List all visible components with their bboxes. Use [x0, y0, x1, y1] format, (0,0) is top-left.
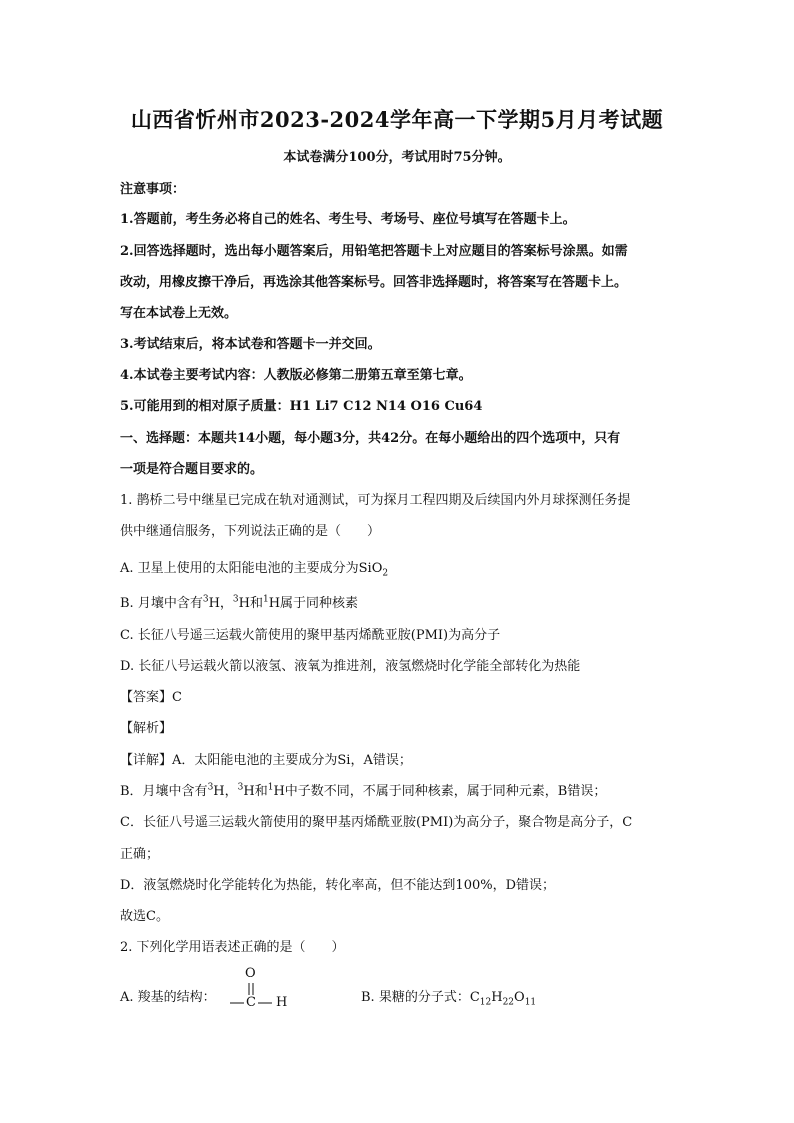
detail-b-text: H和: [243, 784, 268, 799]
structure-carbon: C: [246, 995, 256, 1010]
exam-info: 本试卷满分100分，考试用时75分钟。: [283, 150, 511, 165]
carboxyl-structure-formula: [228, 966, 298, 1012]
subscript: 11: [524, 997, 537, 1008]
mass-number: 3: [232, 594, 239, 605]
mass-number: 3: [237, 782, 244, 793]
option-a-text: A. 卫星上使用的太阳能电池的主要成分为SiO: [120, 561, 383, 576]
mass-number: 3: [202, 594, 209, 605]
detail-a: 【详解】A．太阳能电池的主要成分为Si，A错误；: [120, 753, 412, 768]
note-item-2-line-1: 2.回答选择题时，选出每小题答案后，用铅笔把答题卡上对应题目的答案标号涂黑。如需: [120, 244, 628, 259]
page-title: 山西省忻州市2023-2024学年高一下学期5月月考试题: [130, 107, 664, 132]
question-1-option-d: D. 长征八号运载火箭以液氢、液氧为推进剂，液氢燃烧时化学能全部转化为热能: [120, 659, 581, 674]
mass-number: 3: [207, 782, 214, 793]
option-b-text: H，: [208, 596, 233, 611]
question-2-stem: 2. 下列化学用语表述正确的是（ ）: [120, 940, 345, 955]
conclusion: 故选C。: [120, 909, 169, 924]
subscript: 22: [502, 997, 515, 1008]
section-heading-line-2: 一项是符合题目要求的。: [120, 462, 264, 477]
answer-label: 【答案】C: [120, 690, 182, 705]
detail-c-line-2: 正确；: [120, 847, 160, 862]
note-item-1: 1.答题前，考生务必将自己的姓名、考生号、考场号、座位号填写在答题卡上。: [120, 212, 576, 227]
note-item-5: 5.可能用到的相对原子质量：H1 Li7 C12 N14 O16 Cu64: [120, 399, 483, 414]
option-b-text: O: [514, 990, 525, 1005]
structure-hydrogen: H: [276, 995, 288, 1010]
question-1-option-a: [120, 557, 680, 579]
question-1-option-b: [120, 592, 680, 611]
mass-number: 1: [262, 594, 269, 605]
note-item-3: 3.考试结束后，将本试卷和答题卡一并交回。: [120, 337, 381, 352]
structure-oxygen: O: [245, 966, 256, 981]
question-2-option-b: [361, 986, 661, 1008]
subscript: 12: [479, 997, 492, 1008]
option-b-text: H属于同种核素: [268, 596, 359, 611]
detail-b-text: H，: [213, 784, 238, 799]
option-a-subscript: 2: [382, 568, 389, 579]
mass-number: 1: [267, 782, 274, 793]
question-2-option-a-label: A. 羧基的结构：: [120, 990, 216, 1005]
note-item-2-line-3: 写在本试卷上无效。: [120, 306, 238, 321]
option-b-text: B. 月壤中含有: [120, 596, 203, 611]
detail-c-line-1: C．长征八号遥三运载火箭使用的聚甲基丙烯酰亚胺(PMI)为高分子，聚合物是高分子，C: [120, 815, 633, 830]
question-1-stem-line-2: 供中继通信服务，下列说法正确的是（ ）: [120, 524, 381, 539]
note-item-2-line-2: 改动，用橡皮擦干净后，再选涂其他答案标号。回答非选择题时，将答案写在答题卡上。: [120, 275, 628, 290]
detail-b: [120, 780, 680, 799]
detail-b-text: B．月壤中含有: [120, 784, 208, 799]
analysis-heading: 【解析】: [120, 721, 173, 736]
notes-heading: 注意事项：: [120, 182, 186, 197]
question-1-stem-line-1: 1. 鹊桥二号中继星已完成在轨对通测试，可为探月工程四期及后续国内外月球探测任务提: [120, 493, 631, 508]
detail-d: D．液氢燃烧时化学能转化为热能，转化率高，但不能达到100%，D错误；: [120, 878, 556, 893]
question-1-option-c: C. 长征八号遥三运载火箭使用的聚甲基丙烯酰亚胺(PMI)为高分子: [120, 628, 501, 643]
option-b-text: B. 果糖的分子式：C: [361, 990, 480, 1005]
detail-b-text: H中子数不同，不属于同种核素，属于同种元素，B错误；: [273, 784, 607, 799]
structure-bonds: [228, 966, 298, 1012]
option-b-text: H: [491, 990, 503, 1005]
option-b-text: H和: [238, 596, 263, 611]
note-item-4: 4.本试卷主要考试内容：人教版必修第二册第五章至第七章。: [120, 368, 472, 383]
section-heading-line-1: 一、选择题：本题共14小题，每小题3分，共42分。在每小题给出的四个选项中，只有: [120, 431, 621, 446]
